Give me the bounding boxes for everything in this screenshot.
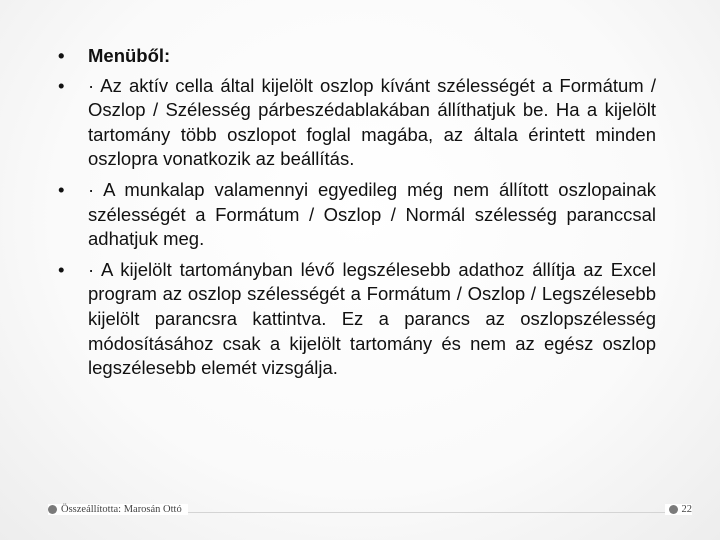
page-number: 22	[681, 504, 692, 515]
bullet-item	[56, 258, 656, 381]
bullet-heading	[56, 44, 656, 69]
circle-icon	[669, 505, 678, 514]
bullet-marker: •	[58, 178, 65, 200]
footer-author	[48, 504, 188, 515]
bullet-marker: •	[58, 45, 65, 66]
bullet-text: · A kijelölt tartományban lévő legszélesebb adathoz állítja az Excel program az oszlop szélességét a Formátum / Oszlop / Legszélesebb kijelölt parancsra kattintva. Ez a parancs az oszlopszélesség módosításához csak a kijelölt tartomány és nem az egész oszlop legszélesebb elemét vizsgálja.	[88, 258, 656, 379]
bullet-text: Menüből:	[88, 45, 171, 66]
bullet-text: · A munkalap valamennyi egyedileg még nem állított oszlopainak szélességét a Formátum / Oszlop / Normál szélesség paranccsal adhatjuk meg.	[88, 178, 656, 250]
bullet-item	[56, 178, 656, 252]
footer-page	[665, 504, 693, 515]
author-credit: Összeállította: Marosán Ottó	[61, 504, 182, 515]
bullet-text: · Az aktív cella által kijelölt oszlop kívánt szélességét a Formátum / Oszlop / Szélesség párbeszédablakában állíthatjuk be. Ha a kijelölt tartomány több oszlopot foglal magába, az általa érintett minden oszlopra vonatkozik az beállítás.	[88, 74, 656, 170]
bullet-list	[56, 44, 656, 387]
circle-icon	[48, 505, 57, 514]
bullet-marker: •	[58, 74, 65, 96]
bullet-marker: •	[58, 258, 65, 280]
bullet-item	[56, 74, 656, 172]
slide-footer	[48, 500, 692, 526]
